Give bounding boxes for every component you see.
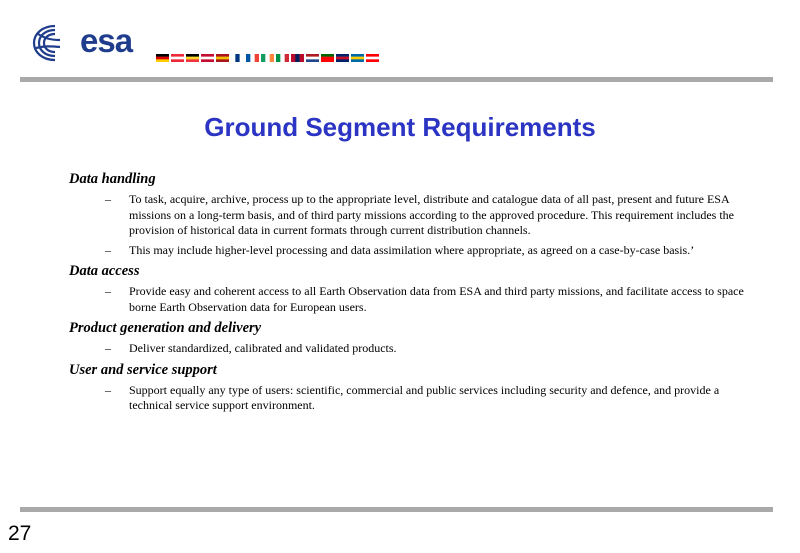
bullet-item bbox=[69, 284, 749, 315]
bullet-item bbox=[69, 192, 749, 239]
slide-content bbox=[69, 170, 749, 418]
flag-icon bbox=[201, 54, 214, 62]
bullet-text: Support equally any type of users: scientific, commercial and public services including security and defence, and provide a technical service support environment. bbox=[129, 382, 720, 412]
bullet-item bbox=[69, 341, 749, 357]
requirement-section bbox=[69, 361, 749, 414]
bullet-text: Provide easy and coherent access to all Earth Observation data from ESA and third party missions, and facilitate access to space borne Earth Observation data for European users. bbox=[129, 284, 744, 314]
flag-icon bbox=[171, 54, 184, 62]
requirement-section bbox=[69, 262, 749, 315]
flag-icon bbox=[321, 54, 334, 62]
flag-icon bbox=[186, 54, 199, 62]
flag-icon bbox=[231, 54, 244, 62]
requirement-section bbox=[69, 170, 749, 258]
flag-icon bbox=[306, 54, 319, 62]
flag-icon bbox=[261, 54, 274, 62]
bullet-text: To task, acquire, archive, process up to the appropriate level, distribute and catalogue data of all past, present and future ESA missions on a long-term basis, and of third party missions according to the approved procedure. This requirement includes the provision of historical data in current formats through current distribution channels. bbox=[129, 192, 734, 237]
requirement-section bbox=[69, 319, 749, 357]
flag-icon bbox=[156, 54, 169, 62]
slide-title: Ground Segment Requirements bbox=[204, 112, 596, 142]
flag-icon bbox=[336, 54, 349, 62]
esa-wordmark: esa bbox=[80, 22, 133, 59]
bullet-dash: – bbox=[105, 242, 111, 257]
flag-icon bbox=[291, 54, 304, 62]
member-state-flags bbox=[156, 54, 379, 62]
flag-icon bbox=[351, 54, 364, 62]
page-number: 27 bbox=[8, 522, 32, 545]
bullet-item bbox=[69, 243, 749, 259]
bullet-dash: – bbox=[105, 382, 111, 397]
section-heading: Product generation and delivery bbox=[69, 320, 262, 336]
flag-icon bbox=[276, 54, 289, 62]
flag-icon bbox=[246, 54, 259, 62]
flag-icon bbox=[366, 54, 379, 62]
footer-divider bbox=[20, 507, 773, 512]
bullet-dash: – bbox=[105, 192, 111, 206]
esa-globe-icon bbox=[30, 22, 80, 64]
bullet-dash: – bbox=[105, 284, 111, 298]
section-heading: Data access bbox=[69, 263, 140, 279]
section-heading: User and service support bbox=[69, 361, 217, 378]
header-divider bbox=[20, 77, 773, 82]
flag-icon bbox=[216, 54, 229, 62]
section-heading: Data handling bbox=[69, 171, 156, 187]
bullet-text: Deliver standardized, calibrated and validated products. bbox=[129, 341, 397, 355]
bullet-item bbox=[69, 383, 749, 414]
bullet-text: This may include higher-level processing and data assimilation where appropriate, as agreed on a case-by-case basis.’ bbox=[129, 242, 695, 257]
bullet-dash: – bbox=[105, 341, 111, 355]
